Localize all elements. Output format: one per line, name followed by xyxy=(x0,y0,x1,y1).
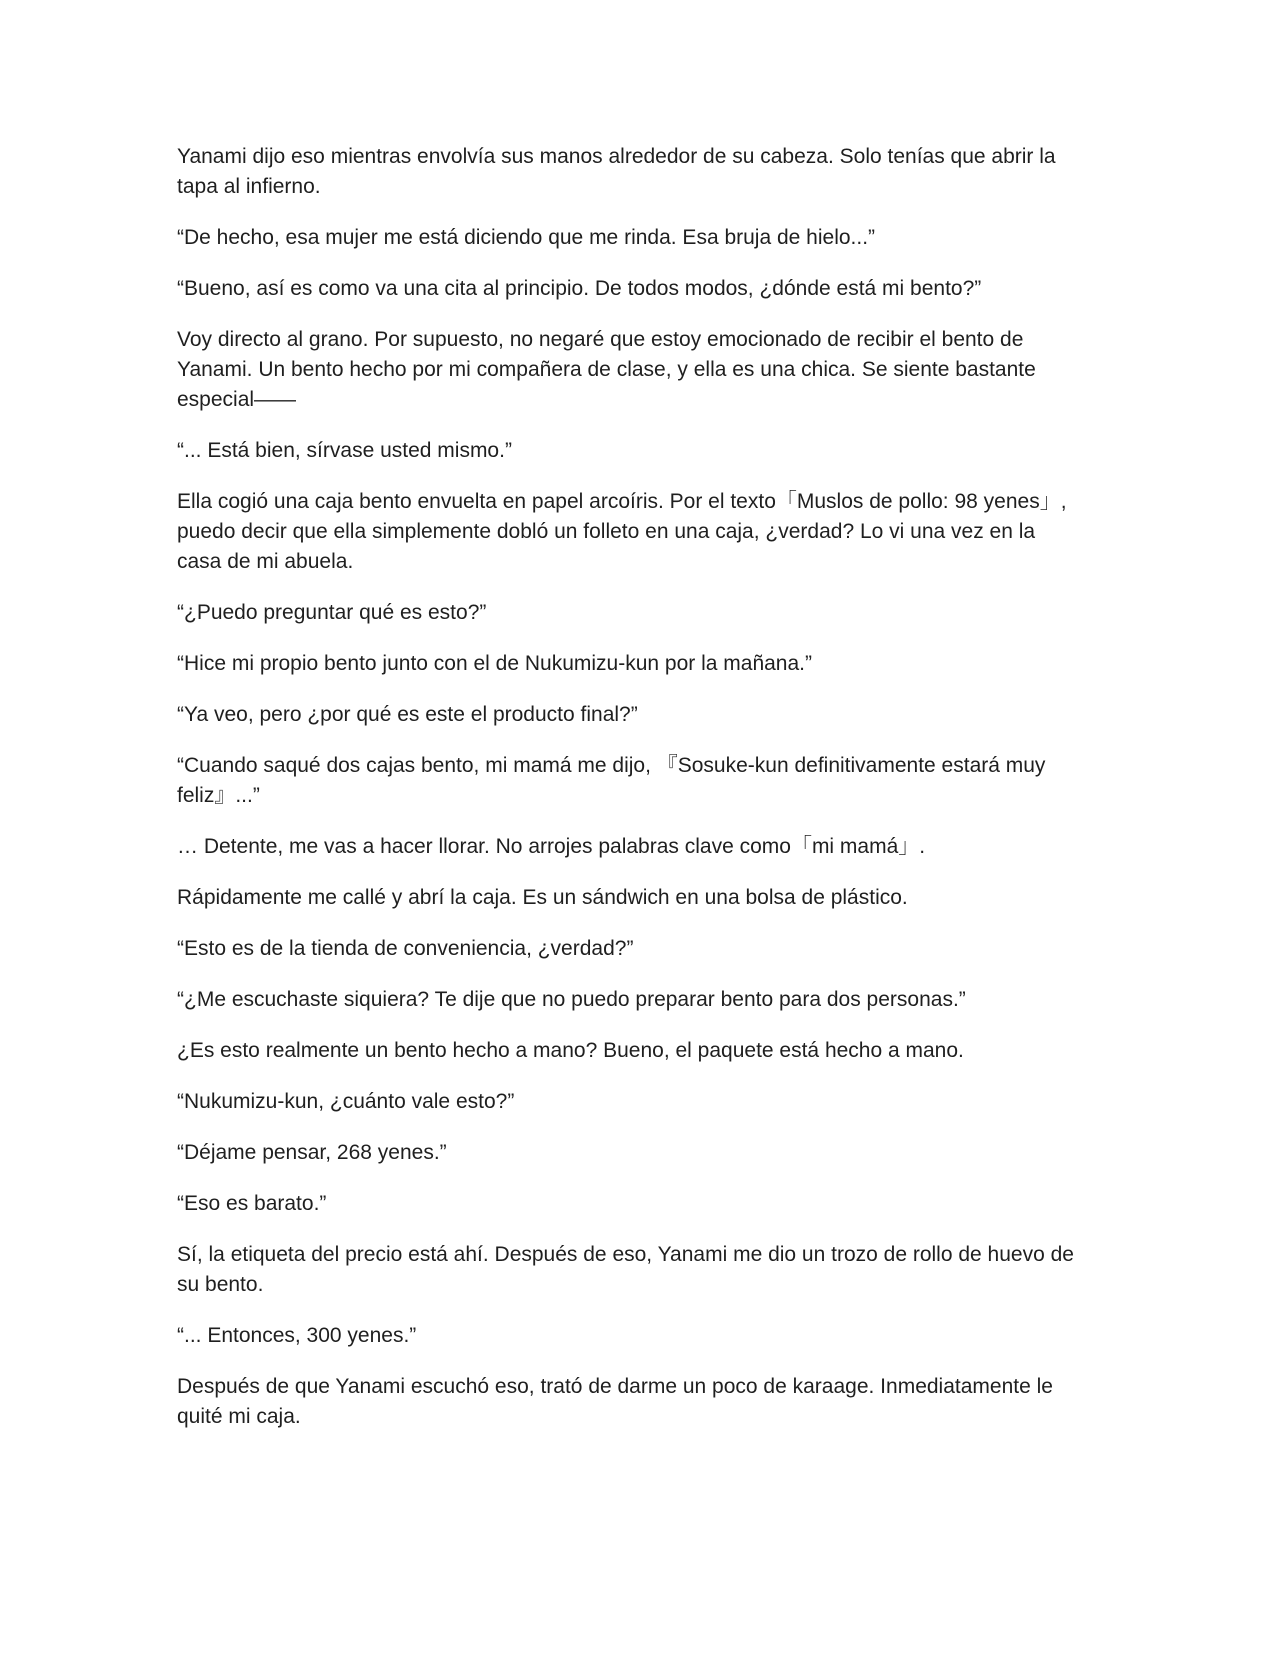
paragraph: “De hecho, esa mujer me está diciendo que me rinda. Esa bruja de hielo...” xyxy=(177,226,876,249)
paragraph: “... Está bien, sírvase usted mismo.” xyxy=(177,439,512,462)
paragraph: Rápidamente me callé y abrí la caja. Es un sándwich en una bolsa de plástico. xyxy=(177,886,908,909)
paragraph: “Esto es de la tienda de conveniencia, ¿verdad?” xyxy=(177,937,634,960)
paragraph: “Nukumizu-kun, ¿cuánto vale esto?” xyxy=(177,1090,515,1113)
paragraph: Después de que Yanami escuchó eso, trató de darme un poco de karaage. Inmediatamente le quité mi caja. xyxy=(177,1375,1053,1428)
paragraph: “Bueno, así es como va una cita al principio. De todos modos, ¿dónde está mi bento?” xyxy=(177,277,982,300)
paragraph: “Ya veo, pero ¿por qué es este el producto final?” xyxy=(177,703,638,726)
paragraph: Sí, la etiqueta del precio está ahí. Después de eso, Yanami me dio un trozo de rollo de huevo de su bento. xyxy=(177,1243,1074,1296)
paragraph: “Déjame pensar, 268 yenes.” xyxy=(177,1141,447,1164)
paragraph: Ella cogió una caja bento envuelta en papel arcoíris. Por el texto「Muslos de pollo: 98 yenes」, puedo decir que ella simplemente dobló un folleto en una caja, ¿verdad? Lo vi una vez en la casa de mi abuela. xyxy=(177,490,1067,573)
paragraph: Yanami dijo eso mientras envolvía sus manos alrededor de su cabeza. Solo tenías que abrir la tapa al infierno. xyxy=(177,145,1056,198)
paragraph: “¿Me escuchaste siquiera? Te dije que no puedo preparar bento para dos personas.” xyxy=(177,988,966,1011)
paragraph: … Detente, me vas a hacer llorar. No arrojes palabras clave como「mi mamá」. xyxy=(177,835,926,858)
paragraph: ¿Es esto realmente un bento hecho a mano? Bueno, el paquete está hecho a mano. xyxy=(177,1039,964,1062)
paragraph: Voy directo al grano. Por supuesto, no negaré que estoy emocionado de recibir el bento de Yanami. Un bento hecho por mi compañera de clase, y ella es una chica. Se siente bastante especial—— xyxy=(177,328,1036,411)
text-body xyxy=(177,142,1080,1432)
paragraph: “Cuando saqué dos cajas bento, mi mamá me dijo, 『Sosuke-kun definitivamente estará muy feliz』...” xyxy=(177,754,1046,807)
paragraph: “Hice mi propio bento junto con el de Nukumizu-kun por la mañana.” xyxy=(177,652,812,675)
paragraph: “... Entonces, 300 yenes.” xyxy=(177,1324,417,1347)
paragraph: “Eso es barato.” xyxy=(177,1192,327,1215)
paragraph: “¿Puedo preguntar qué es esto?” xyxy=(177,601,487,624)
